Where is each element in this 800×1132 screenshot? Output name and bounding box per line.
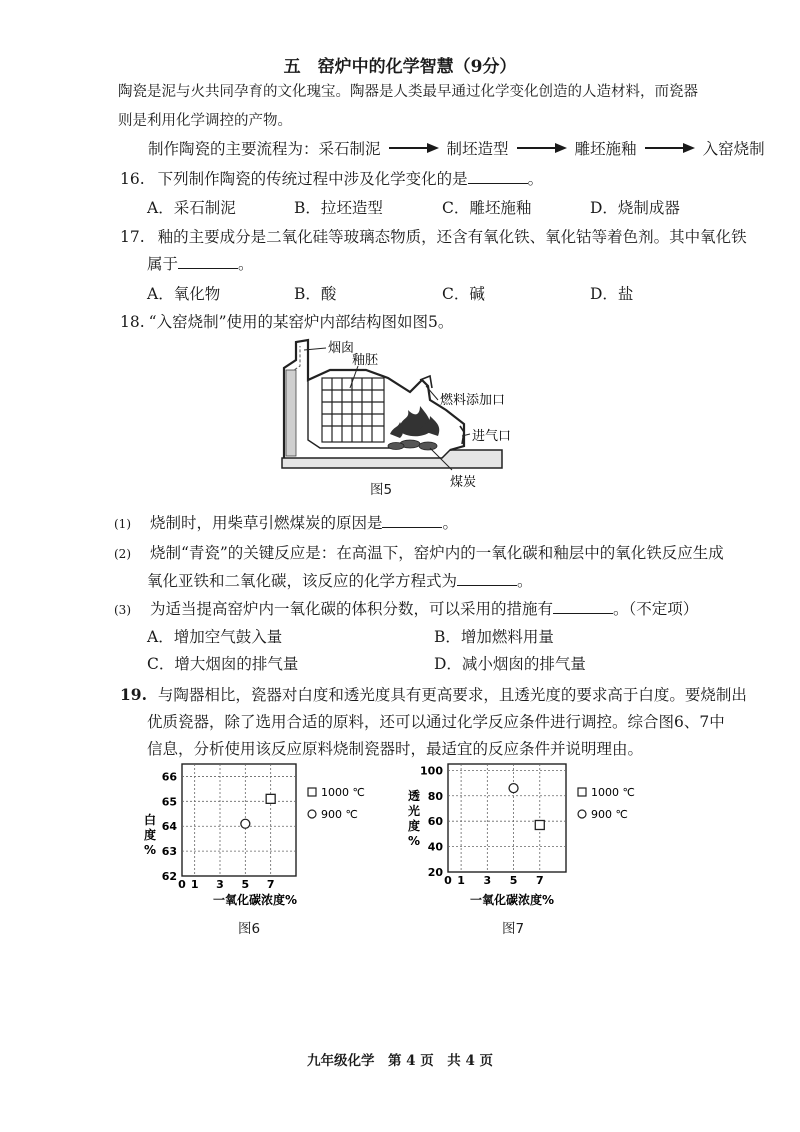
arrow-right-icon: [645, 142, 695, 154]
option-a: A．增加空气鼓入量: [147, 628, 283, 646]
ware-rack: [322, 378, 384, 442]
y-tick-label: 62: [161, 870, 177, 883]
question-stem: 烧制时，用柴草引燃煤炭的原因是: [149, 514, 383, 532]
x-tick-label: 0: [178, 878, 186, 891]
flow-step: 雕坯施釉: [574, 140, 637, 158]
question-18-2-line-2: [147, 569, 533, 591]
y-tick-label: 20: [427, 866, 443, 879]
y-tick-label: 80: [427, 789, 443, 803]
question-stem: “入窑烧制”使用的某窑炉内部结构图如图5。: [148, 313, 454, 331]
y-tick-label: 65: [161, 795, 177, 809]
legend-label: 1000 ℃: [591, 786, 635, 799]
flow-step: 入窑烧制: [702, 140, 765, 158]
label-coal: 煤炭: [450, 475, 477, 490]
process-flow: [148, 137, 765, 159]
transmittance-chart: [400, 760, 660, 950]
question-number: 19.: [120, 685, 147, 704]
label-fuel-inlet: 燃料添加口: [440, 393, 506, 408]
option-c: C．碱: [442, 285, 485, 303]
label-chimney: 烟囱: [328, 341, 355, 356]
label-glazed-ware: 釉胚: [352, 353, 379, 368]
y-axis-label: 透光度%: [408, 789, 421, 848]
flame-icon: [390, 406, 439, 438]
data-point-square: [266, 794, 275, 803]
y-axis-label: 白度%: [144, 813, 157, 857]
sub-question-number: (1): [114, 517, 131, 531]
legend-circle-icon: [578, 810, 586, 818]
question-stem: 釉的主要成分是二氧化硅等玻璃态物质，还含有氧化铁、氧化钴等着色剂。其中氧化铁: [157, 228, 747, 246]
wall-hatch: [286, 370, 296, 456]
flow-step: 制坯造型: [446, 140, 509, 158]
question-16: [120, 167, 543, 189]
figure-5-caption: 图5: [370, 482, 393, 498]
punctuation: 。: [238, 255, 254, 273]
question-stem: 与陶器相比，瓷器对白度和透光度具有更高要求，且透光度的要求高于白度。要烧制出: [157, 686, 747, 704]
flow-prefix: 制作陶瓷的主要流程为：: [148, 140, 319, 158]
y-tick-label: 63: [161, 845, 177, 859]
x-axis-label: 一氧化碳浓度%: [213, 893, 298, 907]
legend-circle-icon: [308, 810, 316, 818]
x-tick-label: 3: [216, 878, 224, 891]
x-tick-label: 0: [444, 874, 452, 887]
question-19-line-2: 优质瓷器，除了选用合适的原料，还可以通过化学反应条件进行调控。综合图6、7中: [147, 713, 725, 731]
legend-square-icon: [578, 788, 586, 796]
x-tick-label: 5: [509, 874, 518, 887]
option-b: B．酸: [294, 285, 337, 303]
question-17-line-1: [120, 225, 747, 247]
y-tick-label: 60: [427, 815, 443, 829]
option-b: B．增加燃料用量: [434, 628, 554, 646]
legend-label: 900 ℃: [321, 808, 358, 821]
flow-step: 采石制泥: [318, 140, 381, 158]
option-a: A．采石制泥: [147, 199, 236, 217]
plot-frame: [448, 764, 566, 872]
question-18-3: [114, 597, 698, 619]
punctuation: 。: [527, 170, 544, 188]
figure-6-caption: 图6: [238, 921, 261, 937]
x-axis-label: 一氧化碳浓度%: [470, 893, 555, 907]
question-19-line-3: 信息，分析使用该反应原料烧制瓷器时，最适宜的反应条件并说明理由。: [147, 740, 644, 758]
punctuation: 。: [517, 572, 533, 590]
option-d: D．烧制成器: [590, 199, 680, 217]
data-point-circle: [509, 784, 518, 793]
intro-line-2: 则是利用化学调控的产物。: [118, 113, 292, 129]
coal-pile: [388, 440, 437, 450]
sub-question-number: (2): [114, 547, 131, 561]
sub-question-number: (3): [114, 603, 131, 617]
x-tick-label: 3: [483, 874, 492, 887]
question-18-2-line-1: [114, 541, 724, 563]
option-c: C．雕坯施釉: [442, 199, 532, 217]
punctuation: 。（不定项）: [612, 600, 699, 618]
question-stem: 属于: [147, 255, 179, 273]
x-tick-label: 5: [241, 878, 250, 891]
question-number: 18.: [120, 313, 145, 331]
question-stem: 氧化亚铁和二氧化碳，该反应的化学方程式为: [147, 572, 458, 590]
section-title: 五 窑炉中的化学智慧（9分）: [283, 57, 517, 77]
x-tick-label: 7: [535, 874, 544, 887]
kiln-base: [282, 450, 502, 468]
answer-blank: [553, 599, 613, 614]
x-tick-label: 7: [266, 878, 275, 891]
option-c: C．增大烟囱的排气量: [147, 655, 299, 673]
question-stem: 烧制“青瓷”的关键反应是：在高温下，窑炉内的一氧化碳和釉层中的氧化铁反应生成: [149, 544, 724, 562]
x-tick-label: 1: [190, 878, 199, 891]
question-stem: 下列制作陶瓷的传统过程中涉及化学变化的是: [157, 170, 468, 188]
option-d: D．盐: [590, 285, 634, 303]
punctuation: 。: [442, 514, 458, 532]
kiln-diagram: [270, 330, 560, 500]
arrow-right-icon: [389, 142, 439, 154]
answer-blank: [468, 169, 528, 184]
option-a: A．氧化物: [147, 285, 221, 303]
question-17-line-2: [147, 252, 254, 274]
arrow-right-icon: [517, 142, 567, 154]
x-tick-label: 1: [457, 874, 465, 887]
answer-blank: [457, 571, 517, 586]
y-tick-label: 100: [420, 764, 443, 778]
label-air-inlet: 进气口: [472, 429, 512, 444]
intro-line-1: 陶瓷是泥与火共同孕育的文化瑰宝。陶器是人类最早通过化学变化创造的人造材料，而瓷器: [118, 84, 698, 100]
question-number: 17.: [120, 228, 145, 246]
question-number: 16.: [120, 170, 145, 188]
legend-label: 900 ℃: [591, 808, 628, 821]
data-point-square: [535, 820, 544, 829]
question-18: [120, 310, 453, 332]
figure-7-caption: 图7: [502, 921, 525, 937]
y-tick-label: 66: [161, 770, 177, 784]
y-tick-label: 64: [161, 820, 177, 834]
answer-blank: [382, 513, 442, 528]
question-stem: 为适当提高窑炉内一氧化碳的体积分数，可以采用的措施有: [149, 600, 553, 618]
y-tick-label: 40: [427, 840, 443, 854]
question-18-1: [114, 511, 458, 533]
question-19-line-1: [120, 683, 747, 705]
plot-frame: [182, 764, 296, 876]
option-b: B．拉坯造型: [294, 199, 383, 217]
page-footer: 九年级化学 第 4 页 共 4 页: [306, 1053, 494, 1069]
data-point-circle: [241, 819, 250, 828]
legend-square-icon: [308, 788, 316, 796]
answer-blank: [178, 254, 238, 269]
option-d: D．减小烟囱的排气量: [434, 655, 586, 673]
legend-label: 1000 ℃: [321, 786, 365, 799]
whiteness-chart: [136, 760, 386, 950]
